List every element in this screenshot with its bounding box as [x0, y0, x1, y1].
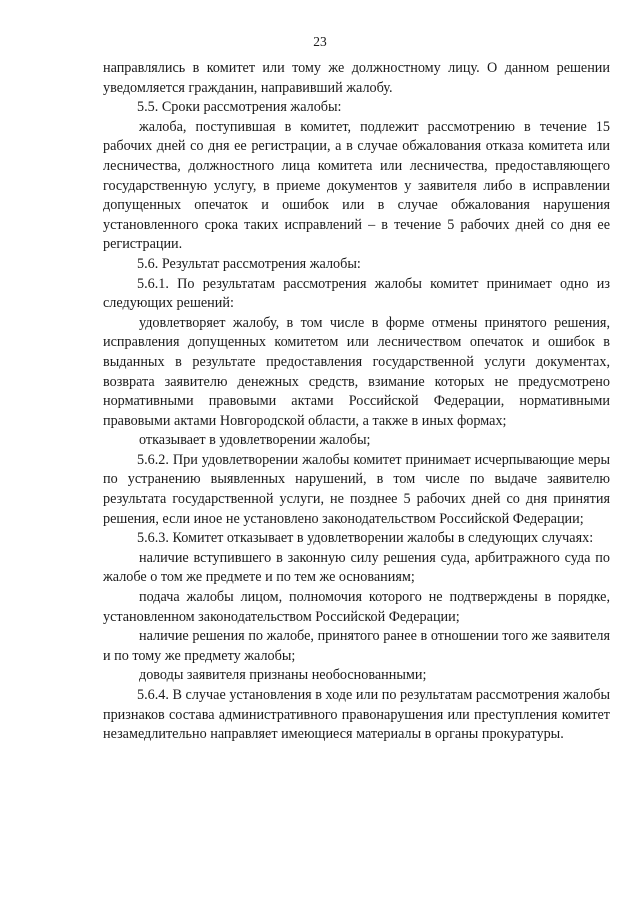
page-number: 23 [313, 34, 327, 49]
paragraph-5-6-2: 5.6.2. При удовлетворении жалобы комитет принимает исчерпывающие меры по устранению выявленных нарушений, в том числе по выдаче заявителю результата государственной услуги, не позднее 5 рабочих дней со дня принятия решения, если иное не установлено законодательством Российской Федерации; [103, 451, 610, 527]
paragraph-court-decision: наличие вступившего в законную силу решения суда, арбитражного суда по жалобе о том же предмете и по тем же основаниям; [103, 549, 610, 586]
paragraph-5-6-3: 5.6.3. Комитет отказывает в удовлетворении жалобы в следующих случаях: [137, 530, 594, 547]
section-heading-5-5: 5.5. Сроки рассмотрения жалобы: [137, 99, 342, 116]
paragraph-5-6-4: 5.6.4. В случае установления в ходе или по результатам рассмотрения жалобы признаков состава административного правонарушения или преступления комитет незамедлительно направляет имеющиеся материалы в органы прокуратуры. [103, 687, 610, 743]
paragraph-prior-decision: наличие решения по жалобе, принятого ранее в отношении того же заявителя и по тому же предмету жалобы; [103, 628, 610, 664]
paragraph-complaint-terms: жалоба, поступившая в комитет, подлежит рассмотрению в течение 15 рабочих дней со дня ее регистрации, а в случае обжалования отказа комитета или лесничества, должностного лица комитета или лесничества, предоставляющего государственную услугу, в приеме документов у заявителя либо в исправлении допущенных опечаток и ошибок или в случае обжалования нарушения установленного срока таких исправлений – в течение 5 рабочих дней со дня ее регистрации. [103, 118, 610, 253]
paragraph-unconfirmed-authority: подача жалобы лицом, полномочия которого не подтверждены в порядке, установленном законодательством Российской Федерации; [103, 589, 610, 625]
paragraph-unfounded-arguments: доводы заявителя признаны необоснованными; [139, 667, 427, 684]
section-heading-5-6: 5.6. Результат рассмотрения жалобы: [137, 255, 361, 272]
paragraph-refuses-complaint: отказывает в удовлетворении жалобы; [139, 432, 371, 449]
paragraph-continuation: направлялись в комитет или тому же должностному лицу. О данном решении уведомляется гражданин, направивший жалобу. [103, 60, 610, 96]
paragraph-5-6-1: 5.6.1. По результатам рассмотрения жалобы комитет принимает одно из следующих решений: [103, 275, 610, 312]
paragraph-satisfies-complaint: удовлетворяет жалобу, в том числе в форме отмены принятого решения, исправления допущенных комитетом или лесничеством опечаток и ошибок в выданных в результате предоставления государственной услуги документах, возврата заявителю денежных средств, взимание которых не предусмотрено нормативными правовыми актами Российской Федерации, нормативными правовыми актами Новгородской области, а также в иных формах; [103, 314, 610, 429]
document-body [103, 59, 610, 745]
